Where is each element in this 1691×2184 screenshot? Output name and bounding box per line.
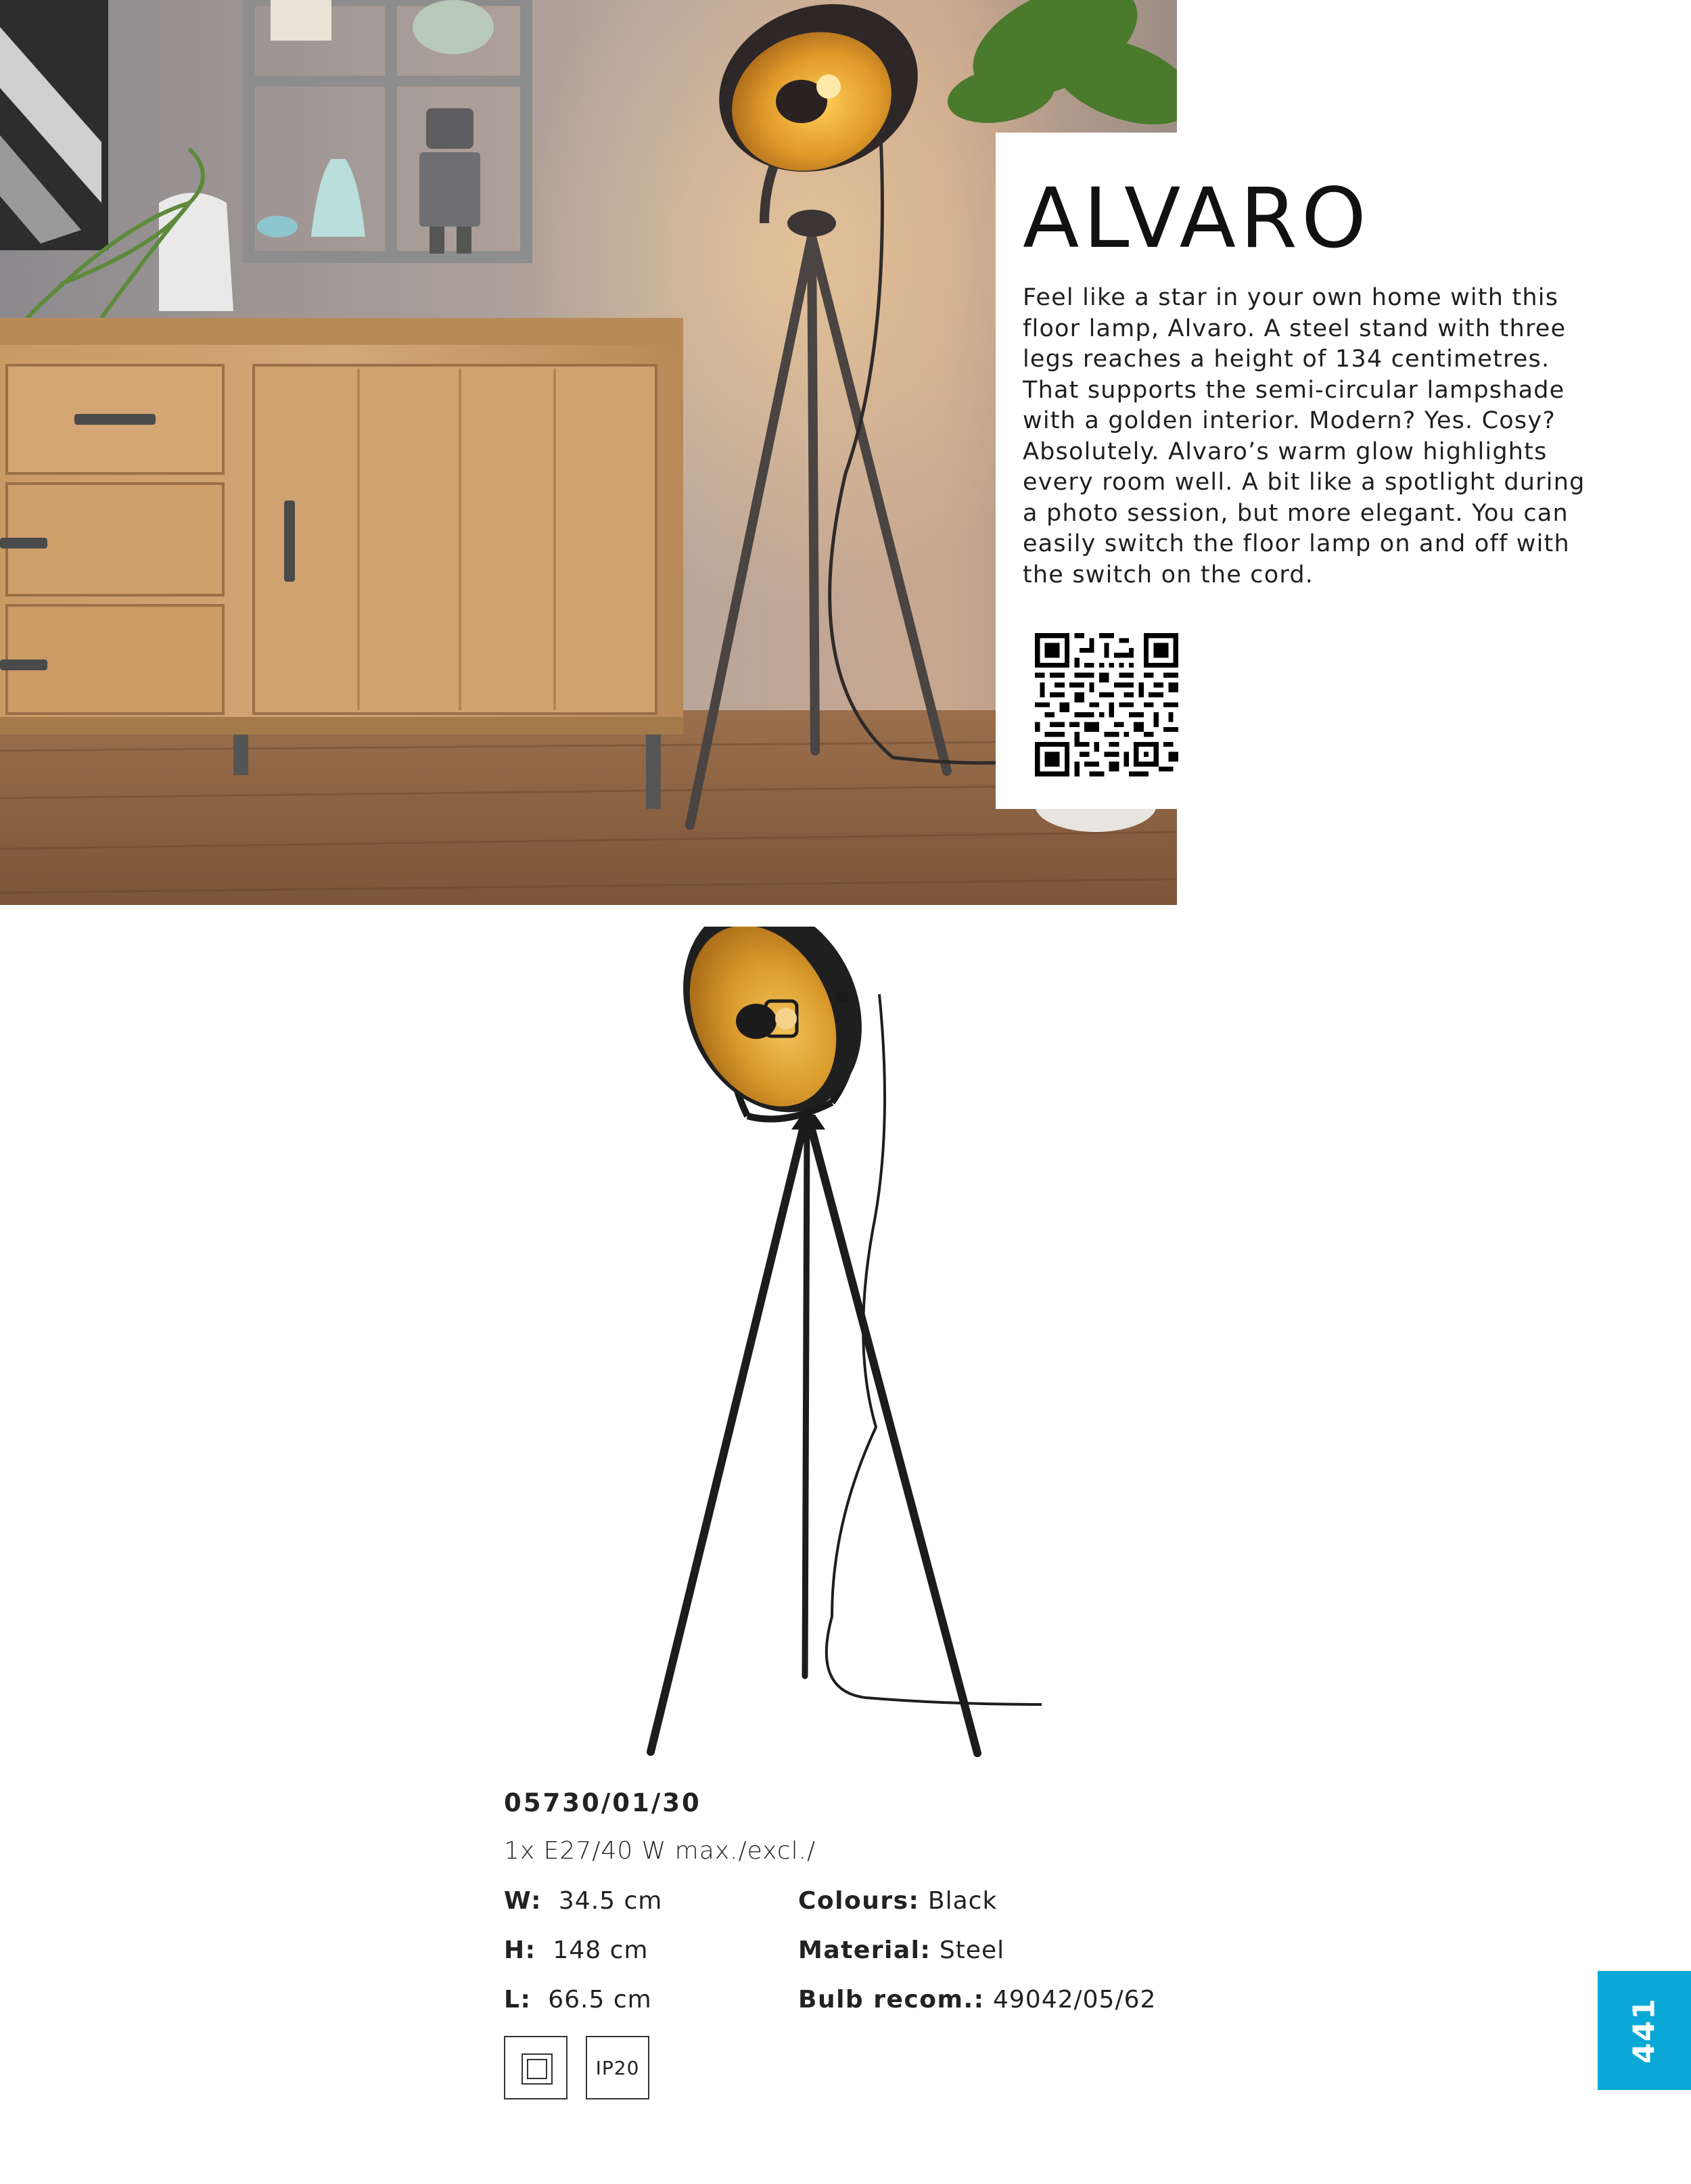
page-number: 441 bbox=[1627, 1997, 1662, 2064]
product-info-panel bbox=[996, 133, 1691, 809]
material-label: Material: bbox=[798, 1936, 931, 1964]
width-label: W: bbox=[504, 1887, 542, 1915]
page-number-tab bbox=[1598, 1971, 1691, 2090]
bulb-spec: 1x E27/40 W max./excl./ bbox=[504, 1837, 816, 1865]
material-value: Steel bbox=[939, 1936, 1005, 1964]
colours-label: Colours: bbox=[798, 1887, 920, 1915]
bulb-recom-label: Bulb recom.: bbox=[798, 1986, 985, 2014]
length-label: L: bbox=[504, 1986, 532, 2014]
length-spec bbox=[504, 1986, 652, 2014]
qr-code-icon[interactable] bbox=[1035, 633, 1178, 776]
bulb-recommendation-spec bbox=[798, 1986, 1156, 2014]
length-value: 66.5 cm bbox=[548, 1986, 652, 2014]
colours-value: Black bbox=[927, 1887, 998, 1915]
ip-rating-badge: IP20 bbox=[586, 2036, 649, 2099]
height-label: H: bbox=[504, 1936, 536, 1964]
height-value: 148 cm bbox=[553, 1936, 649, 1964]
width-value: 34.5 cm bbox=[558, 1887, 663, 1915]
product-image bbox=[609, 927, 1082, 1765]
product-title: ALVARO bbox=[1023, 170, 1370, 266]
class-ii-double-insulation-icon bbox=[504, 2036, 567, 2099]
product-description: Feel like a star in your own home with this floor lamp, Alvaro. A steel stand with three legs reaches a height of 134 centimetres. That supports the semi-circular lampshade with a golden interior. Modern? Yes. Cosy? Absolutely. Alvaro’s warm glow highlights every room well. A bit like a spotlight during a photo session, but more elegant. You can easily switch the floor lamp on and off with the switch on the cord. bbox=[1023, 284, 1585, 588]
colours-spec bbox=[798, 1887, 997, 1915]
tripod-legs bbox=[651, 1130, 977, 1753]
bulb-recom-value: 49042/05/62 bbox=[993, 1986, 1157, 2014]
material-spec bbox=[798, 1936, 1004, 1964]
product-code: 05730/01/30 bbox=[504, 1788, 701, 1817]
height-spec bbox=[504, 1936, 648, 1964]
width-spec bbox=[504, 1887, 662, 1915]
